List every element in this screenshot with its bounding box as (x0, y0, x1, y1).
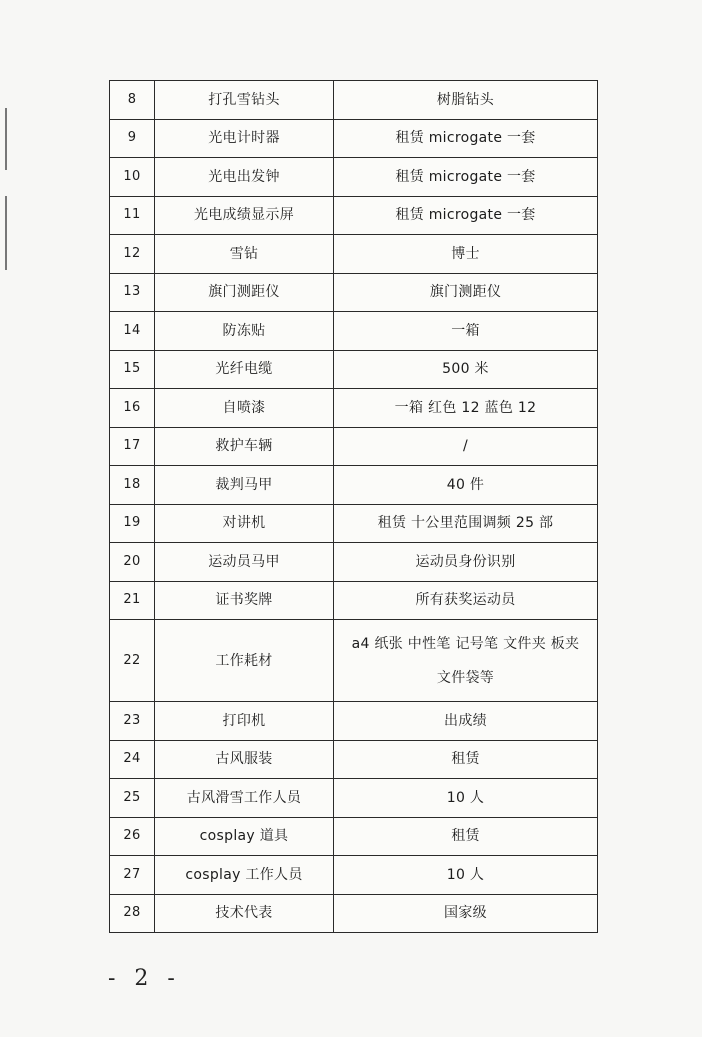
item-note-cell: 运动员身份识别 (334, 543, 598, 582)
table-row (110, 504, 598, 543)
item-note-cell: / (334, 427, 598, 466)
row-number-cell: 27 (110, 856, 155, 895)
item-name-cell: 光电计时器 (155, 119, 334, 158)
item-note-cell: 树脂钻头 (334, 81, 598, 120)
row-number-cell: 18 (110, 466, 155, 505)
row-number-cell: 12 (110, 235, 155, 274)
item-note-cell: 一箱 红色 12 蓝色 12 (334, 389, 598, 428)
item-name-cell: cosplay 工作人员 (155, 856, 334, 895)
item-name-cell: 技术代表 (155, 894, 334, 933)
table-row (110, 894, 598, 933)
table-row (110, 779, 598, 818)
scan-artifact (5, 196, 7, 270)
item-name-cell: 古风服装 (155, 740, 334, 779)
row-number-cell: 11 (110, 196, 155, 235)
row-number-cell: 26 (110, 817, 155, 856)
table-row (110, 350, 598, 389)
table-row (110, 856, 598, 895)
row-number-cell: 17 (110, 427, 155, 466)
scan-artifact (5, 108, 7, 170)
row-number-cell: 25 (110, 779, 155, 818)
item-name-cell: 光电成绩显示屏 (155, 196, 334, 235)
item-note-cell: 10 人 (334, 779, 598, 818)
row-number-cell: 10 (110, 158, 155, 197)
item-name-cell: 运动员马甲 (155, 543, 334, 582)
row-number-cell: 23 (110, 702, 155, 741)
table-row (110, 543, 598, 582)
row-number-cell: 28 (110, 894, 155, 933)
row-number-cell: 15 (110, 350, 155, 389)
item-note-cell: 一箱 (334, 312, 598, 351)
item-name-cell: 光纤电缆 (155, 350, 334, 389)
item-name-cell: 光电出发钟 (155, 158, 334, 197)
item-note-cell: 博士 (334, 235, 598, 274)
item-note-cell: 租赁 microgate 一套 (334, 119, 598, 158)
row-number-cell: 14 (110, 312, 155, 351)
item-note-cell: 10 人 (334, 856, 598, 895)
row-number-cell: 20 (110, 543, 155, 582)
item-note-cell: 国家级 (334, 894, 598, 933)
table-row (110, 581, 598, 620)
item-name-cell: 打印机 (155, 702, 334, 741)
table-row (110, 466, 598, 505)
item-name-cell: 救护车辆 (155, 427, 334, 466)
table-row (110, 702, 598, 741)
table-row (110, 817, 598, 856)
item-name-cell: 工作耗材 (155, 620, 334, 702)
item-name-cell: 打孔雪钻头 (155, 81, 334, 120)
table-row (110, 427, 598, 466)
table-row (110, 273, 598, 312)
table-row (110, 389, 598, 428)
page-number: - 2 - (108, 966, 181, 991)
item-note-cell: 500 米 (334, 350, 598, 389)
table-row (110, 119, 598, 158)
item-note-cell: 租赁 microgate 一套 (334, 196, 598, 235)
item-name-cell: 自喷漆 (155, 389, 334, 428)
row-number-cell: 8 (110, 81, 155, 120)
item-note-cell: 所有获奖运动员 (334, 581, 598, 620)
table-row (110, 81, 598, 120)
item-name-cell: 雪钻 (155, 235, 334, 274)
item-note-cell: 租赁 (334, 740, 598, 779)
table-row (110, 312, 598, 351)
table-body (110, 81, 598, 933)
row-number-cell: 21 (110, 581, 155, 620)
row-number-cell: 9 (110, 119, 155, 158)
row-number-cell: 22 (110, 620, 155, 702)
item-name-cell: 防冻贴 (155, 312, 334, 351)
table-row (110, 158, 598, 197)
item-note-cell: 租赁 microgate 一套 (334, 158, 598, 197)
item-note-cell: 租赁 (334, 817, 598, 856)
row-number-cell: 13 (110, 273, 155, 312)
item-name-cell: 旗门测距仪 (155, 273, 334, 312)
item-name-cell: 证书奖牌 (155, 581, 334, 620)
table-row (110, 196, 598, 235)
item-name-cell: 对讲机 (155, 504, 334, 543)
item-note-cell: 租赁 十公里范围调频 25 部 (334, 504, 598, 543)
item-note-cell: 出成绩 (334, 702, 598, 741)
item-name-cell: 裁判马甲 (155, 466, 334, 505)
item-note-cell: 旗门测距仪 (334, 273, 598, 312)
row-number-cell: 24 (110, 740, 155, 779)
item-note-cell: a4 纸张 中性笔 记号笔 文件夹 板夹 文件袋等 (334, 620, 598, 702)
item-name-cell: 古风滑雪工作人员 (155, 779, 334, 818)
table-row (110, 740, 598, 779)
row-number-cell: 16 (110, 389, 155, 428)
item-name-cell: cosplay 道具 (155, 817, 334, 856)
table-row (110, 620, 598, 702)
equipment-table (109, 80, 598, 933)
table-row (110, 235, 598, 274)
row-number-cell: 19 (110, 504, 155, 543)
item-note-cell: 40 件 (334, 466, 598, 505)
